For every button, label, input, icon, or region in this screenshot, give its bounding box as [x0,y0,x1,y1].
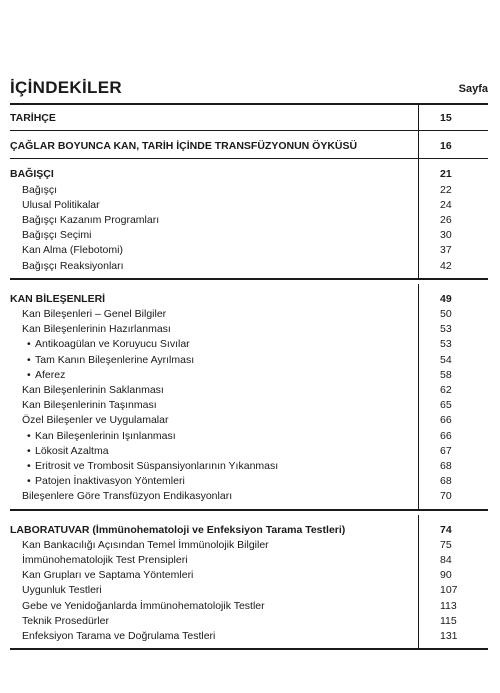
toc-entry-label: Enfeksiyon Tarama ve Doğrulama Testleri [22,630,216,642]
bullet-icon: • [27,338,31,351]
toc-entry-page-number: 26 [440,214,452,226]
toc-entry-page-number: 42 [440,259,452,272]
toc-entry [10,368,488,383]
toc-entry [10,429,488,444]
page-title: İÇİNDEKİLER [10,78,122,97]
toc-entry [10,538,488,553]
toc-entry-label: Özel Bileşenler ve Uygulamalar [22,414,169,427]
toc-entry [10,228,488,243]
toc-entry-page-number: 50 [440,308,452,320]
toc-entry-page-number: 131 [440,630,458,642]
bullet-icon: • [27,353,31,366]
toc-entry-page-number: 90 [440,569,452,582]
bullet-icon: • [27,460,31,472]
toc-entry-page-number: 65 [440,399,452,412]
page-column-divider [418,515,419,649]
toc-entry-page-number: 62 [440,384,452,396]
header-rule [10,103,488,105]
page-column-divider [418,159,419,277]
toc-entry-label: Teknik Prosedürler [22,614,109,627]
toc-entry-label: Uygunluk Testleri [22,584,102,597]
toc-entry-page-number: 21 [440,168,452,181]
toc-entry [10,213,488,228]
toc-entry [10,568,488,583]
toc-entry [10,599,488,614]
toc-entry-label: Kan Bileşenlerinin Taşınması [22,399,157,412]
toc-entry-label: KAN BİLEŞENLERİ [10,292,106,305]
toc-entry-label: İmmünohematolojik Test Prensipleri [22,554,188,566]
toc-entry-page-number: 37 [440,244,452,257]
toc-entry-page-number: 68 [440,460,452,472]
toc-entry-page-number: 22 [440,183,452,196]
toc-entry [10,383,488,398]
toc-entry-page-number: 74 [440,523,452,536]
toc-entry-label: BAĞIŞÇI [10,168,54,181]
toc-entry-label: Antikoagülan ve Koruyucu Sıvılar [35,338,190,351]
toc-entry-label: Gebe ve Yenidoğanlarda İmmünohematolojik Testler [22,599,265,612]
page-column-divider [418,131,419,158]
toc-entry [10,398,488,413]
toc-entry-label: Kan Bankacılığı Açısından Temel İmmünolojik Bilgiler [22,538,269,551]
page-column-divider [418,103,419,130]
toc-entry-page-number: 66 [440,429,452,442]
toc-entry-label: Kan Grupları ve Saptama Yöntemleri [22,569,194,582]
toc-entry-page-number: 53 [440,338,452,351]
toc-entry-label: Bağışçı Reaksiyonları [22,259,124,272]
toc-entry-label: Kan Bileşenlerinin Işınlanması [35,429,176,442]
toc-entry-label: Bağışçı Kazanım Programları [22,214,160,226]
toc-entry [10,353,488,368]
toc-entry-label: Lökosit Azaltma [35,444,109,457]
bullet-icon: • [27,429,31,442]
toc-header [10,78,488,100]
section-rule [10,648,488,650]
toc-entry [10,444,488,459]
toc-entry-page-number: 66 [440,414,452,427]
toc-entry [10,322,488,337]
toc-entry-label: Bağışçı [22,183,58,196]
toc-entry-label: LABORATUVAR (İmmünohematoloji ve Enfeksiyon Tarama Testleri) [10,523,346,536]
toc-entry [10,614,488,629]
toc-entry-page-number: 15 [440,112,452,124]
toc-section-heading [10,167,488,182]
toc-entry [10,489,488,504]
toc-entry-page-number: 49 [440,292,452,305]
toc-entry-page-number: 115 [440,614,457,627]
toc-entry-label: Bağışçı Seçimi [22,229,92,242]
toc-entry-label: Kan Bileşenleri – Genel Bilgiler [22,308,167,320]
page-column-label: Sayfa [458,83,488,95]
toc-entry-label: Eritrosit ve Trombosit Süspansiyonlarının Yıkanması [35,460,279,472]
toc-entry-page-number: 16 [440,140,452,153]
page-column-divider [418,284,419,509]
toc-entry-page-number: 54 [440,353,452,366]
toc-entry-page-number: 30 [440,229,452,242]
toc-entry [10,183,488,198]
toc-entry-label: Aferez [35,368,66,381]
toc-section-heading [10,523,488,538]
toc-entry-page-number: 113 [440,599,457,612]
toc-entry [10,413,488,428]
toc-entry-label: TARİHÇE [10,112,56,124]
toc-section-heading [10,111,488,126]
toc-section-heading [10,292,488,307]
toc-entry-label: Kan Bileşenlerinin Saklanması [22,384,164,396]
toc-section-heading [10,139,488,154]
toc-entry [10,307,488,322]
section-rule [10,158,488,159]
toc-entry [10,337,488,352]
toc-entry-label: ÇAĞLAR BOYUNCA KAN, TARİH İÇİNDE TRANSFÜZYONUN ÖYKÜSÜ [10,140,358,153]
toc-entry-page-number: 53 [440,323,452,336]
toc-entry-page-number: 68 [440,475,452,488]
toc-entry-label: Kan Alma (Flebotomi) [22,244,123,257]
toc-entry [10,259,488,274]
toc-entry-page-number: 58 [440,368,452,381]
toc-entry-label: Ulusal Politikalar [22,198,100,211]
toc-entry [10,198,488,213]
toc-entry-page-number: 107 [440,584,458,597]
toc-entry-page-number: 84 [440,554,452,566]
toc-entry-label: Bileşenlere Göre Transfüzyon Endikasyonları [22,490,233,503]
toc-entry [10,474,488,489]
section-rule [10,278,488,280]
toc-entry-page-number: 67 [440,444,452,457]
section-rule [10,509,488,511]
toc-entry [10,629,488,644]
bullet-icon: • [27,368,31,381]
toc-entry-label: Kan Bileşenlerinin Hazırlanması [22,323,171,336]
section-rule [10,130,488,131]
bullet-icon: • [27,475,31,488]
toc-entry [10,583,488,598]
bullet-icon: • [27,444,31,457]
toc-entry-label: Patojen İnaktivasyon Yöntemleri [35,475,185,488]
toc-entry [10,459,488,474]
toc-entry-page-number: 75 [440,538,452,551]
toc-entry-page-number: 24 [440,198,452,211]
toc-entry-label: Tam Kanın Bileşenlerine Ayrılması [35,353,195,366]
toc-entry-page-number: 70 [440,490,452,503]
toc-entry [10,243,488,258]
toc-entry [10,553,488,568]
